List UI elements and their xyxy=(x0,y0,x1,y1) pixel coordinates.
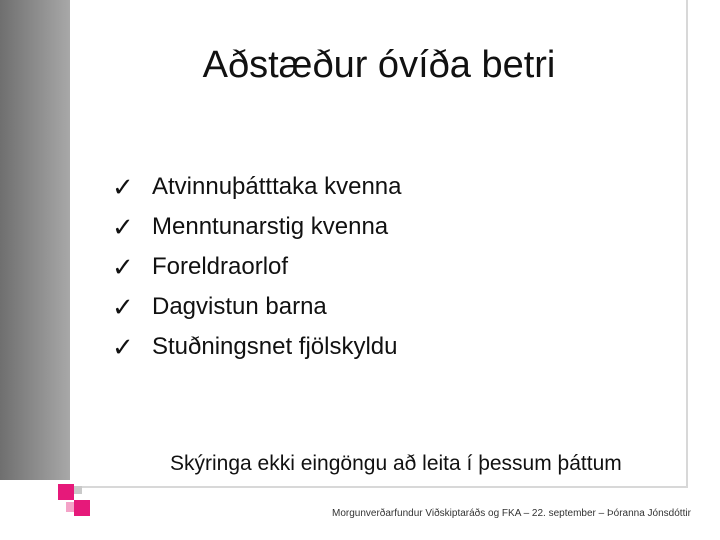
bullet-item xyxy=(112,207,402,247)
check-mark-icon: ✓ xyxy=(112,212,134,242)
slide-footer: Morgunverðarfundur Viðskiptaráðs og FKA – 22. september – Þóranna Jónsdóttir xyxy=(332,508,691,519)
bullet-item xyxy=(112,327,402,367)
bullet-text: Menntunarstig kvenna xyxy=(152,213,389,240)
bullet-item xyxy=(112,287,402,327)
decorative-square xyxy=(58,484,74,500)
left-side-bar xyxy=(0,0,70,480)
bottom-divider-line xyxy=(70,486,688,488)
bullet-text: Foreldraorlof xyxy=(152,253,289,280)
bullet-text: Atvinnuþátttaka kvenna xyxy=(152,173,402,200)
decorative-square xyxy=(74,500,90,516)
check-mark-icon: ✓ xyxy=(112,252,134,282)
bullet-item xyxy=(112,167,402,207)
decorative-square xyxy=(74,486,82,494)
bullet-list xyxy=(112,167,402,367)
bullet-item xyxy=(112,247,402,287)
slide-title: Aðstæður óvíða betri xyxy=(202,44,556,86)
bullet-text: Stuðningsnet fjölskyldu xyxy=(152,333,398,360)
check-mark-icon: ✓ xyxy=(112,292,134,322)
slide-note: Skýringa ekki eingöngu að leita í þessum þáttum xyxy=(170,452,622,475)
check-mark-icon: ✓ xyxy=(112,332,134,362)
check-mark-icon: ✓ xyxy=(112,172,134,202)
bullet-text: Dagvistun barna xyxy=(152,293,327,320)
